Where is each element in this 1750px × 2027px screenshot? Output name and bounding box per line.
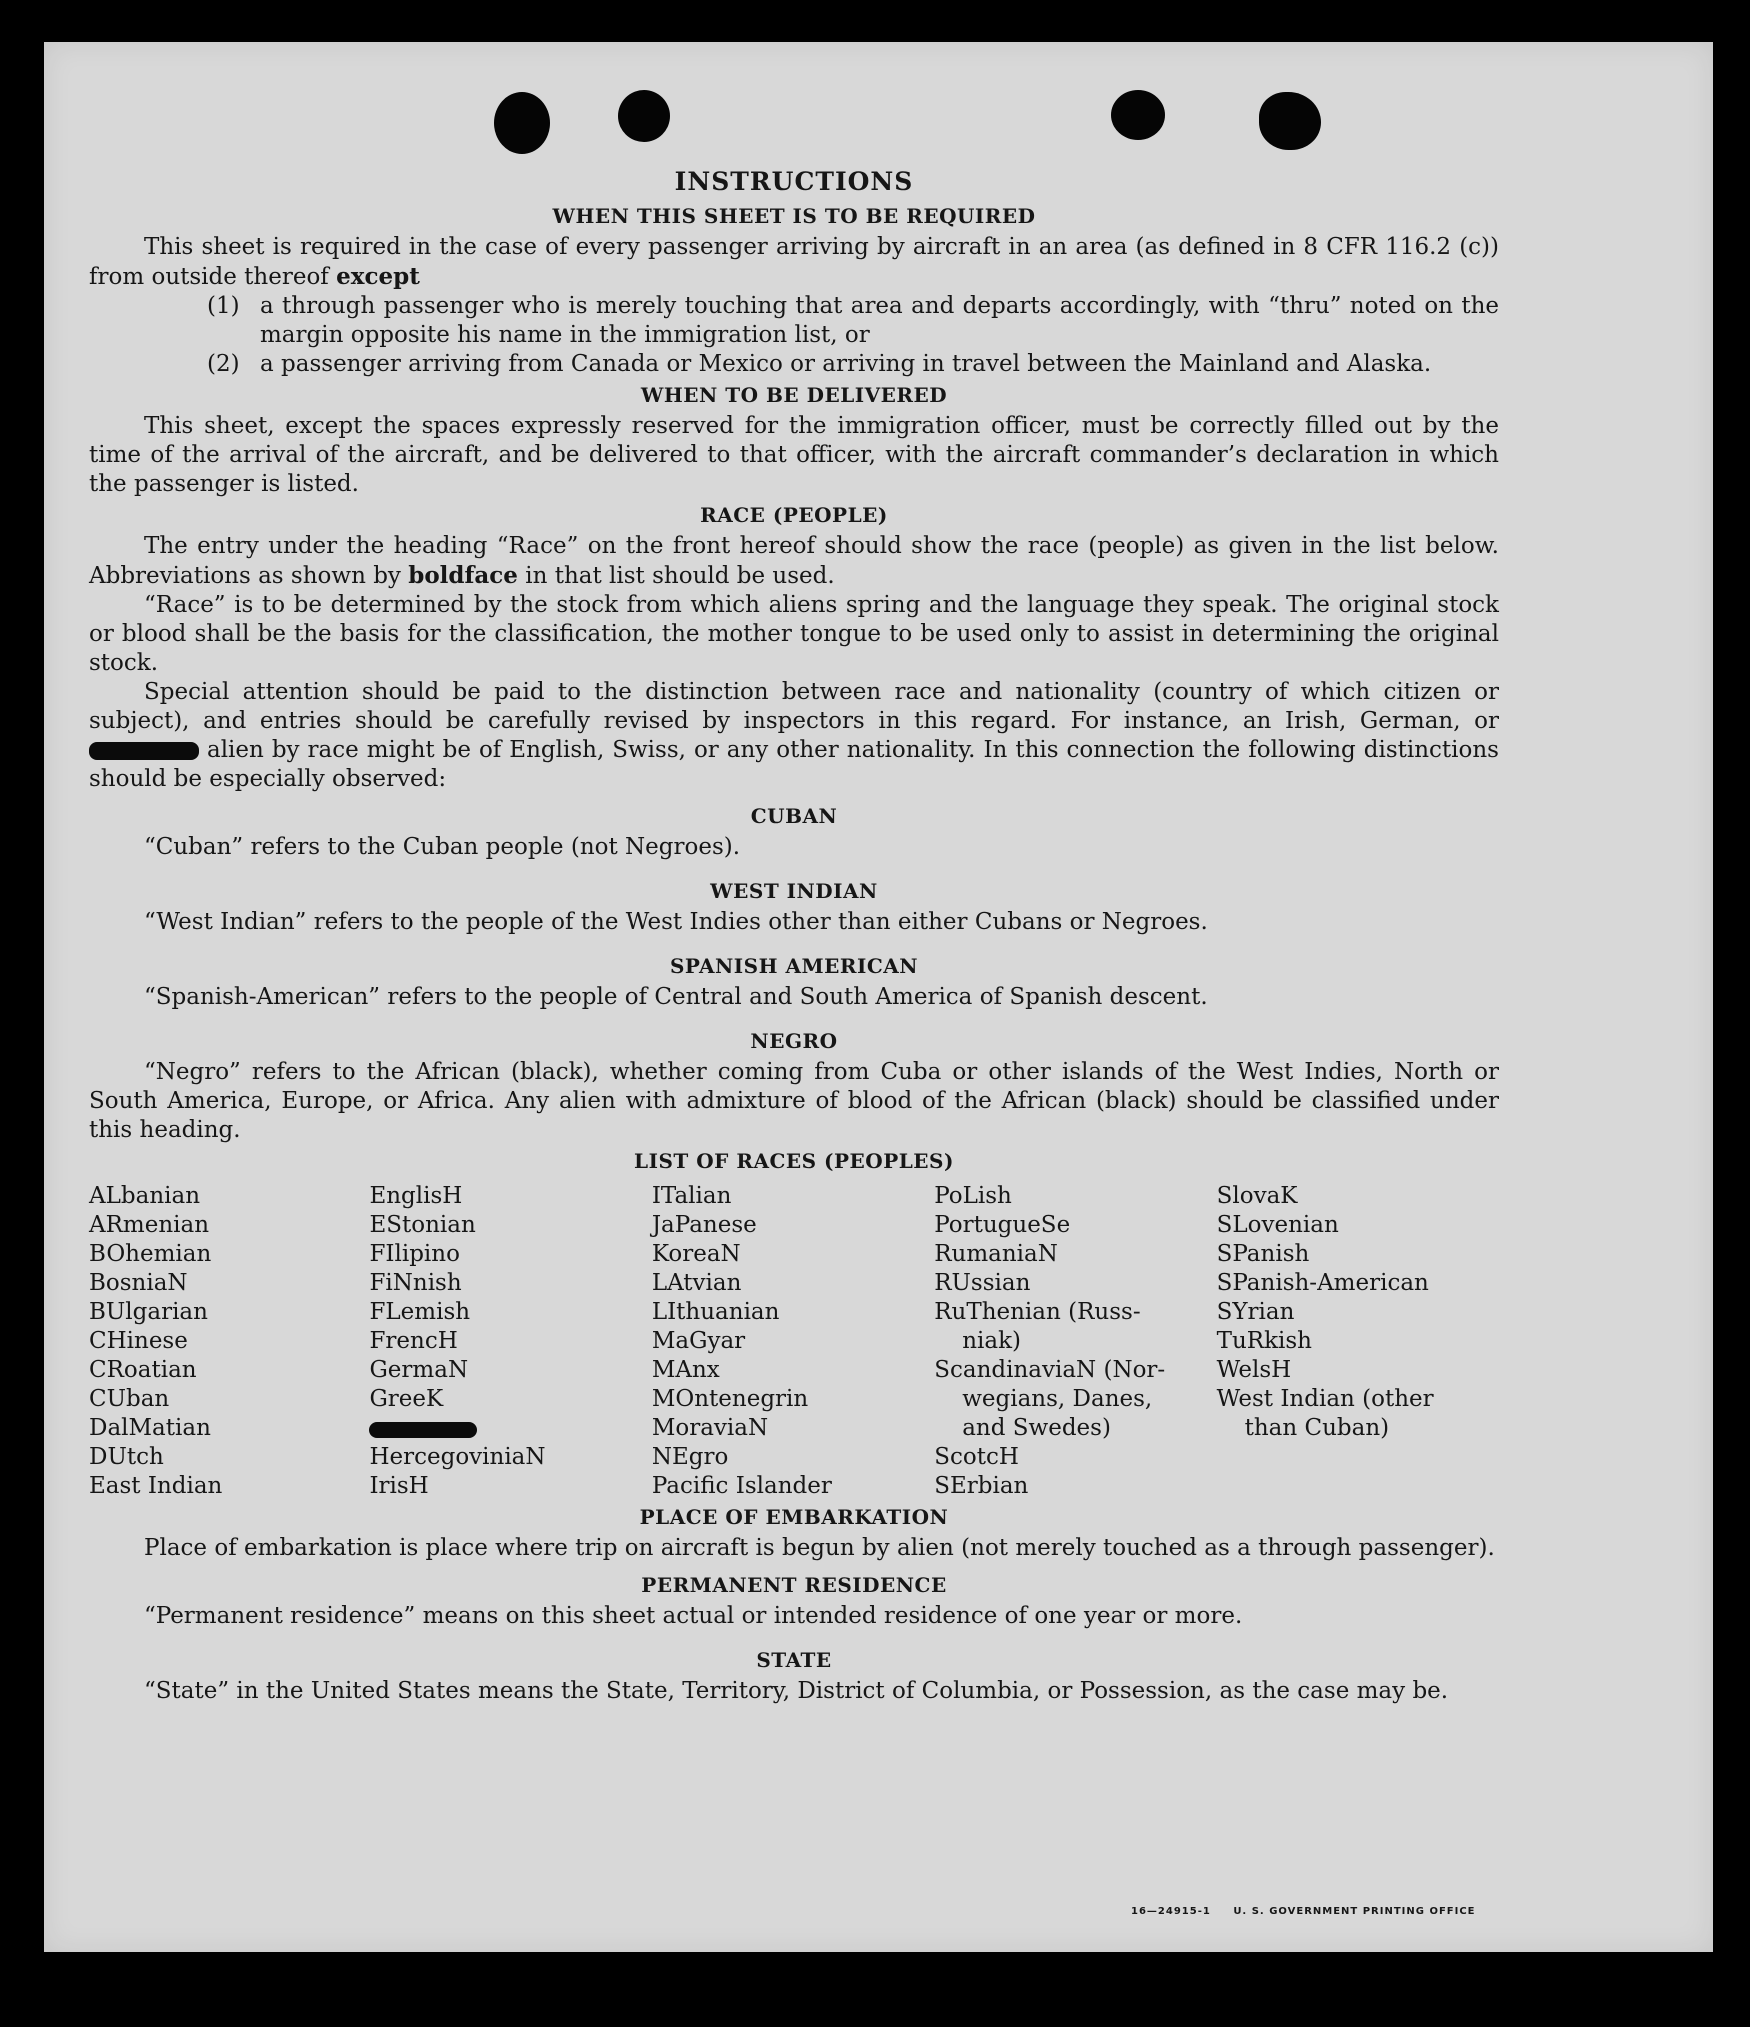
heading-race: RACE (PEOPLE)	[700, 503, 888, 527]
race-entry: HercegoviniaN	[369, 1444, 546, 1470]
form-number: 16—24915-1	[1131, 1906, 1211, 1917]
race-entry: RumaniaN	[934, 1241, 1058, 1267]
race-paragraph-2: “Race” is to be determined by the stock from which aliens spring and the language they speak. The original stock or blood shall be the basis for the classification, the mother tongue to be used only to assist in determining the original stock.	[89, 592, 1499, 676]
race-entry: CRoatian	[89, 1357, 197, 1383]
race-entry: LIthuanian	[651, 1299, 780, 1325]
punch-hole	[618, 90, 670, 142]
race-entry: BOhemian	[89, 1241, 212, 1267]
punch-hole	[1111, 90, 1165, 140]
when-required-intro: This sheet is required in the case of every passenger arriving by aircraft in an area (as defined in 8 CFR 116.2 (c)) from outside thereof except	[89, 234, 1499, 290]
exception-item: (2) a passenger arriving from Canada or Mexico or arriving in travel between the Mainland and Alaska.	[207, 351, 1432, 377]
punch-hole	[494, 92, 550, 154]
race-entry: PoLish	[934, 1183, 1012, 1209]
west-indian-text: “West Indian” refers to the people of the West Indies other than either Cubans or Negroes.	[144, 909, 1208, 935]
race-entry: SLovenian	[1216, 1212, 1339, 1238]
race-entry: ARmenian	[89, 1212, 210, 1238]
heading-spanish-american: SPANISH AMERICAN	[669, 954, 919, 978]
heading-permanent-residence: PERMANENT RESIDENCE	[641, 1573, 947, 1597]
race-entry: LAtvian	[651, 1270, 742, 1296]
race-entry: IrisH	[369, 1473, 429, 1499]
race-entry: WelsH	[1216, 1357, 1292, 1383]
race-entry: EStonian	[369, 1212, 476, 1238]
race-entry: BosniaN	[89, 1270, 188, 1296]
race-entry: ScandinaviaN (Nor-	[934, 1357, 1166, 1383]
place-of-embarkation-text: Place of embarkation is place where trip on aircraft is begun by alien (not merely touched as a through passenger).	[144, 1535, 1495, 1561]
race-entry: FLemish	[369, 1299, 471, 1325]
race-paragraph-3: Special attention should be paid to the distinction between race and nationality (country of which citizen or subject), and entries should be carefully revised by inspectors in this regard. For instance, an Irish, German, or alien by race might be of English, Swiss, or any other nationality. In this connection the following distinctions should be especially observed:	[89, 679, 1499, 792]
redaction-mark	[89, 742, 199, 760]
race-entry: TuRkish	[1216, 1328, 1312, 1354]
race-entry: FiNnish	[369, 1270, 462, 1296]
cuban-text: “Cuban” refers to the Cuban people (not Negroes).	[144, 834, 741, 860]
race-entry: PortugueSe	[934, 1212, 1071, 1238]
race-entry: BUlgarian	[89, 1299, 208, 1325]
race-entry: GreeK	[369, 1386, 444, 1412]
race-entry: ITalian	[651, 1183, 732, 1209]
race-entry: NEgro	[651, 1444, 729, 1470]
race-entry: SYrian	[1216, 1299, 1295, 1325]
races-column	[89, 1182, 369, 1501]
printer-name: U. S. GOVERNMENT PRINTING OFFICE	[1233, 1906, 1476, 1917]
race-entry: West Indian (other	[1216, 1386, 1434, 1412]
race-entry: DalMatian	[89, 1415, 211, 1441]
when-delivered-text: This sheet, except the spaces expressly reserved for the immigration officer, must be correctly filled out by the time of the arrival of the aircraft, and be delivered to that officer, with the aircraft commander’s declaration in which the passenger is listed.	[89, 413, 1499, 497]
race-entry: MoraviaN	[651, 1415, 769, 1441]
race-paragraph-1: The entry under the heading “Race” on the front hereof should show the race (people) as given in the list below. Abbreviations as shown by boldface in that list should be used.	[89, 533, 1499, 589]
heading-place-of-embarkation: PLACE OF EMBARKATION	[639, 1505, 949, 1529]
race-entry: SPanish-American	[1216, 1270, 1429, 1296]
race-entry: RUssian	[934, 1270, 1031, 1296]
heading-west-indian: WEST INDIAN	[710, 879, 878, 903]
negro-text: “Negro” refers to the African (black), whether coming from Cuba or other islands of the West Indies, North or South America, Europe, or Africa. Any alien with admixture of blood of the African (black) should be classified under this heading.	[89, 1059, 1499, 1143]
race-entry: SlovaK	[1216, 1183, 1298, 1209]
race-entry: wegians, Danes,	[962, 1386, 1153, 1412]
exception-item: (1) a through passenger who is merely touching that area and departs accordingly, with “thru” noted on the margin opposite his name in the immigration list, or	[207, 293, 1499, 348]
race-entry: and Swedes)	[962, 1415, 1111, 1441]
heading-list-of-races: LIST OF RACES (PEOPLES)	[634, 1149, 954, 1173]
document-sheet	[44, 42, 1713, 1952]
race-entry: SPanish	[1216, 1241, 1310, 1267]
race-entry: SErbian	[934, 1473, 1029, 1499]
permanent-residence-text: “Permanent residence” means on this sheet actual or intended residence of one year or more.	[144, 1603, 1243, 1629]
heading-cuban: CUBAN	[750, 804, 838, 828]
race-entry: ScotcH	[934, 1444, 1019, 1470]
race-entry: CHinese	[89, 1328, 188, 1354]
race-entry: KoreaN	[651, 1241, 741, 1267]
race-entry: DUtch	[89, 1444, 164, 1470]
race-entry: than Cuban)	[1244, 1415, 1390, 1441]
race-entry: MaGyar	[651, 1328, 746, 1354]
instructions-content	[89, 167, 1499, 1706]
race-entry: EnglisH	[369, 1183, 463, 1209]
heading-state: STATE	[756, 1648, 832, 1672]
page-title: INSTRUCTIONS	[674, 167, 914, 196]
race-entry: GermaN	[369, 1357, 469, 1383]
punch-hole	[1259, 92, 1321, 150]
race-entry: niak)	[962, 1328, 1022, 1354]
form-footer	[1131, 1906, 1494, 1917]
race-entry: ALbanian	[89, 1183, 201, 1209]
race-entry: JaPanese	[651, 1212, 757, 1238]
races-list	[89, 1182, 1499, 1501]
races-column	[652, 1182, 934, 1501]
race-entry: East Indian	[89, 1473, 223, 1499]
race-entry: FIlipino	[369, 1241, 460, 1267]
redaction-mark	[369, 1422, 477, 1438]
heading-when-delivered: WHEN TO BE DELIVERED	[640, 383, 948, 407]
race-entry: FrencH	[369, 1328, 458, 1354]
spanish-american-text: “Spanish-American” refers to the people of Central and South America of Spanish descent.	[144, 984, 1208, 1010]
race-entry: CUban	[89, 1386, 170, 1412]
races-column	[369, 1182, 651, 1501]
state-text: “State” in the United States means the State, Territory, District of Columbia, or Possession, as the case may be.	[144, 1678, 1449, 1704]
race-entry: RuThenian (Russ-	[934, 1299, 1141, 1325]
race-entry: Pacific Islander	[651, 1473, 832, 1499]
heading-when-required: WHEN THIS SHEET IS TO BE REQUIRED	[552, 204, 1036, 228]
races-column	[1217, 1182, 1499, 1501]
heading-negro: NEGRO	[750, 1029, 838, 1053]
race-entry: MOntenegrin	[651, 1386, 809, 1412]
races-column	[934, 1182, 1216, 1501]
race-entry: MAnx	[651, 1357, 720, 1383]
